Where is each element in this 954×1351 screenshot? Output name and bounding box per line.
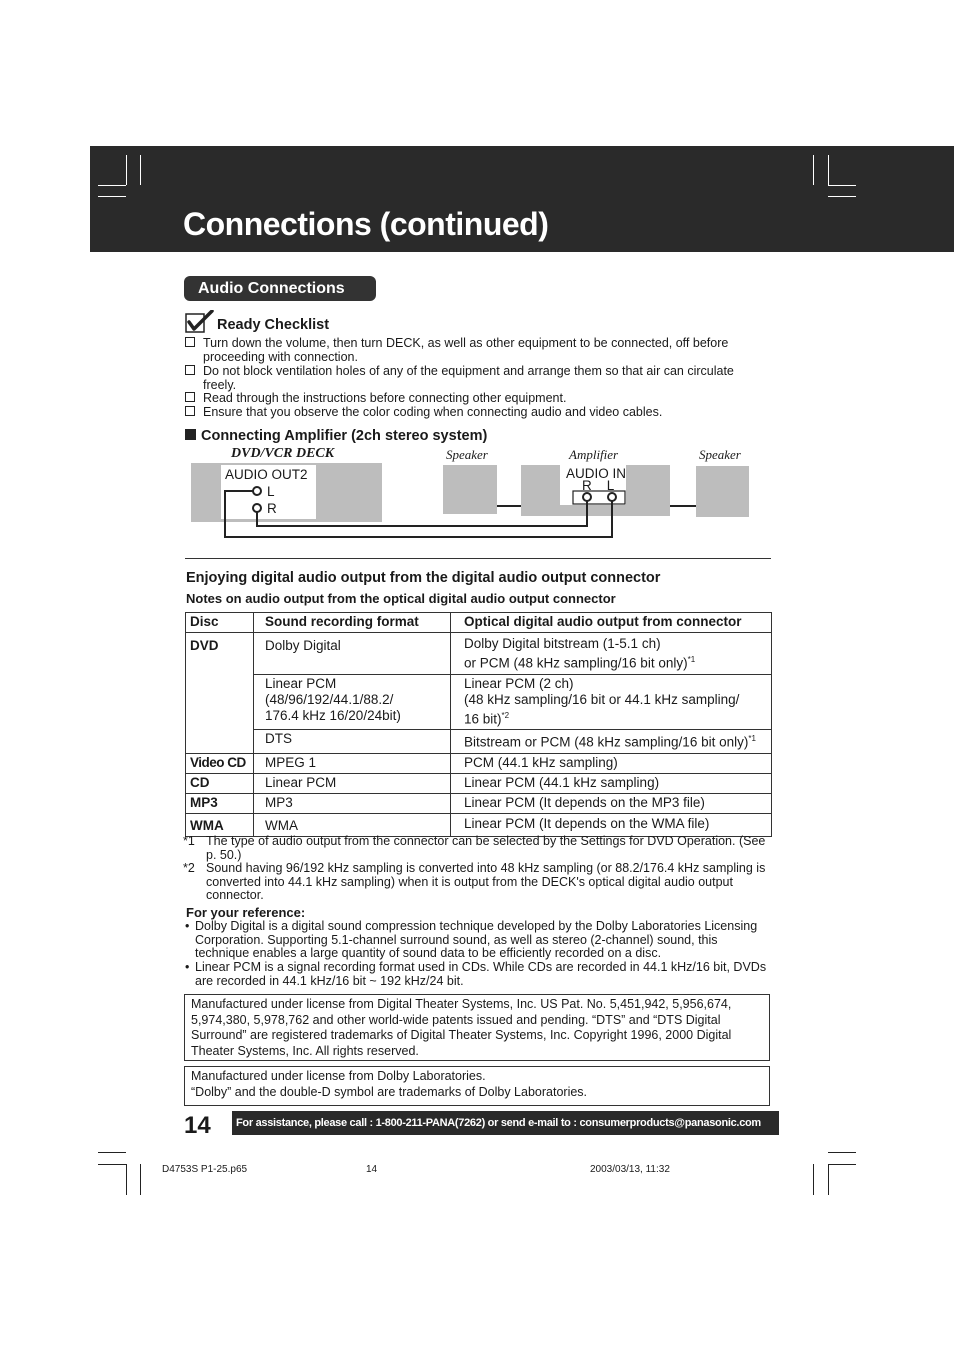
crop-mark: [828, 155, 829, 185]
diagram-heading: Connecting Amplifier (2ch stereo system): [185, 428, 487, 444]
crop-mark: [813, 1164, 814, 1195]
crop-mark: [828, 1164, 856, 1165]
divider: [185, 558, 771, 559]
table-row: WMA WMA Linear PCM (It depends on the WMA file): [186, 813, 772, 836]
speaker-left-box: [443, 465, 497, 514]
table-row: MP3 MP3 Linear PCM (It depends on the MP3 file): [186, 793, 772, 813]
checkbox-icon: [185, 406, 195, 416]
crop-mark: [126, 155, 127, 185]
amplifier-label: Amplifier: [569, 447, 619, 462]
checkbox-icon: [185, 392, 195, 402]
square-bullet-icon: [185, 429, 196, 440]
checkbox-icon: [185, 365, 195, 375]
in-rl-label: R L: [582, 478, 615, 493]
crop-mark: [828, 1152, 856, 1153]
speaker-right-label: Speaker: [699, 447, 741, 462]
crop-mark: [98, 185, 126, 186]
page-number: 14: [184, 1112, 211, 1139]
table-row: Linear PCM (48/96/192/44.1/88.2/ 176.4 kHz 16/20/24bit) Linear PCM (2 ch) (48 kHz sampling/16 bit or 44.1 kHz sampling/ 16 bit)$^{*2}$: [186, 674, 772, 730]
crop-mark: [828, 185, 856, 186]
checkbox-icon: [185, 337, 195, 347]
crop-mark: [126, 1164, 127, 1195]
audio-out-label: AUDIO OUT2: [225, 467, 308, 482]
slug-date: 2003/03/13, 11:32: [590, 1164, 670, 1175]
crop-mark: [98, 1164, 126, 1165]
crop-mark: [98, 196, 126, 197]
section-pill: Audio Connections: [184, 276, 376, 301]
slug-file: D4753S P1-25.p65: [162, 1164, 248, 1175]
speaker-right-box: [696, 466, 749, 517]
audio-in-label: AUDIO IN: [566, 466, 627, 481]
table-row: DVD Dolby Digital Dolby Digital bitstream (1-5.1 ch) or PCM (48 kHz sampling/16 bit only)$^{*1}$: [186, 633, 772, 675]
digital-subheading: Notes on audio output from the optical digital audio output connector: [186, 591, 616, 606]
table-row: CD Linear PCM Linear PCM (44.1 kHz sampling): [186, 773, 772, 793]
crop-mark: [813, 155, 814, 185]
crop-mark: [828, 1164, 829, 1195]
crop-mark: [98, 1152, 126, 1153]
audio-output-table: [185, 612, 772, 837]
speaker-left-label: Speaker: [446, 447, 488, 462]
checkmark-icon: [185, 310, 215, 334]
dts-notice: Manufactured under license from Digital Theater Systems, Inc. US Pat. No. 5,451,942, 5,956,674, 5,974,380, 5,978,762 and other world-wide patents issued and pending. “DTS” and “DTS Digital Surround” are registered trademarks of Digital Theater Systems, Inc. Copyright 1996, 2000 Digital Theater Systems, Inc. All rights reserved.: [184, 994, 770, 1061]
crop-mark: [140, 155, 141, 185]
assistance-bar: For assistance, please call : 1-800-211-PANA(7262) or send e-mail to : consumerproducts@panasonic.com: [232, 1111, 779, 1135]
crop-mark: [828, 196, 856, 197]
checklist-heading: Ready Checklist: [217, 317, 330, 333]
slug-page: 14: [366, 1164, 378, 1175]
deck-label: DVD/VCR DECK: [231, 446, 335, 461]
out-r-label: R: [267, 501, 277, 516]
crop-mark: [140, 1164, 141, 1195]
digital-heading: Enjoying digital audio output from the digital audio output connector: [186, 570, 661, 586]
table-row: DTS Bitstream or PCM (48 kHz sampling/16 bit only)$^{*1}$: [186, 730, 772, 754]
page-title: Connections (continued): [183, 206, 549, 242]
out-l-label: L: [267, 484, 275, 499]
dolby-notice: Manufactured under license from Dolby Laboratories. “Dolby” and the double-D symbol are trademarks of Dolby Laboratories.: [184, 1066, 770, 1106]
table-row: Video CD MPEG 1 PCM (44.1 kHz sampling): [186, 753, 772, 773]
reference-heading: For your reference:: [186, 905, 306, 920]
table-header-row: Disc Sound recording format Optical digital audio output from connector: [186, 613, 772, 633]
